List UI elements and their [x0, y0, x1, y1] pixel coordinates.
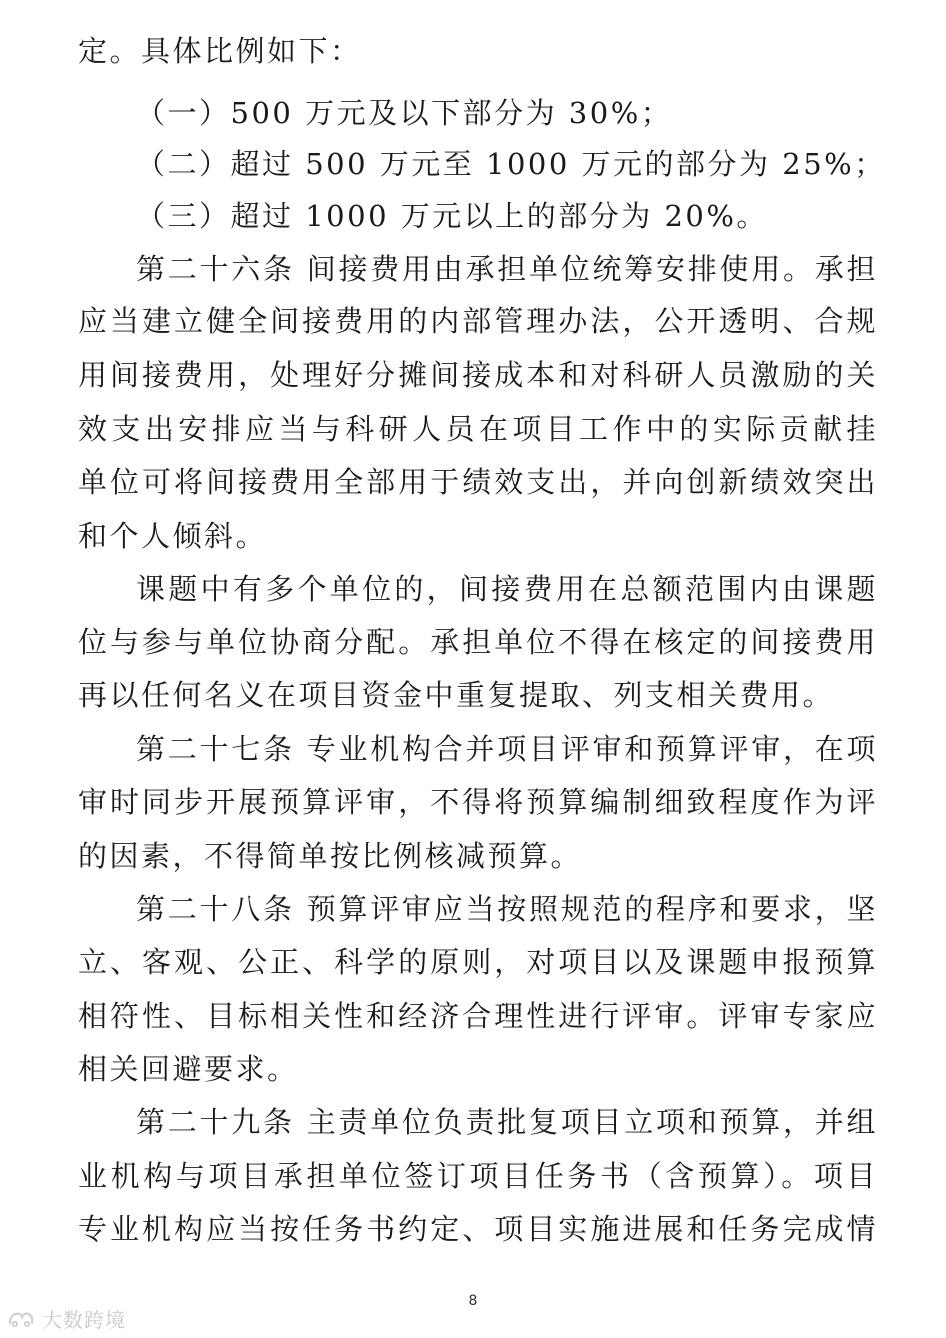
- text-line: （三）超过 1000 万元以上的部分为 20%。: [136, 199, 768, 233]
- text-line: 立、客观、公正、科学的原则，对项目以及课题申报预算: [78, 945, 878, 979]
- text-line: 位与参与单位协商分配。承担单位不得在核定的间接费用: [78, 625, 878, 659]
- watermark-text: 大数跨境: [42, 1307, 126, 1332]
- watermark: [6, 1303, 126, 1333]
- watermark-logo-icon: [6, 1307, 36, 1329]
- text-line: 第二十七条 专业机构合并项目评审和预算评审，在项: [136, 732, 878, 766]
- text-line: （二）超过 500 万元至 1000 万元的部分为 25%；: [136, 147, 886, 181]
- text-line: 课题中有多个单位的，间接费用在总额范围内由课题: [136, 572, 878, 606]
- text-line: 专业机构应当按任务书约定、项目实施进展和任务完成情: [78, 1212, 878, 1246]
- text-line: 和个人倾斜。: [78, 519, 268, 553]
- text-line: 再以任何名义在项目资金中重复提取、列支相关费用。: [78, 678, 835, 712]
- text-line: 单位可将间接费用全部用于绩效支出，并向创新绩效突出: [78, 465, 878, 499]
- text-line: 第二十八条 预算评审应当按照规范的程序和要求，坚: [136, 892, 878, 926]
- text-line: 应当建立健全间接费用的内部管理办法，公开透明、合规: [78, 304, 878, 338]
- text-line: 定。具体比例如下：: [78, 34, 362, 68]
- text-line: （一）500 万元及以下部分为 30%；: [136, 96, 673, 130]
- text-line: 相符性、目标相关性和经济合理性进行评审。评审专家应: [78, 999, 878, 1033]
- text-line: 相关回避要求。: [78, 1052, 299, 1086]
- text-line: 的因素，不得简单按比例核减预算。: [78, 839, 583, 873]
- text-line: 第二十六条 间接费用由承担单位统筹安排使用。承担: [136, 252, 878, 286]
- text-line: 审时同步开展预算评审，不得将预算编制细致程度作为评: [78, 785, 878, 819]
- text-line: 效支出安排应当与科研人员在项目工作中的实际贡献挂: [78, 412, 878, 446]
- text-line: 业机构与项目承担单位签订项目任务书（含预算）。项目: [78, 1159, 878, 1193]
- text-line: 用间接费用，处理好分摊间接成本和对科研人员激励的关: [78, 358, 878, 392]
- text-line: 第二十九条 主责单位负责批复项目立项和预算，并组: [136, 1105, 878, 1139]
- page-number: 8: [468, 1293, 478, 1309]
